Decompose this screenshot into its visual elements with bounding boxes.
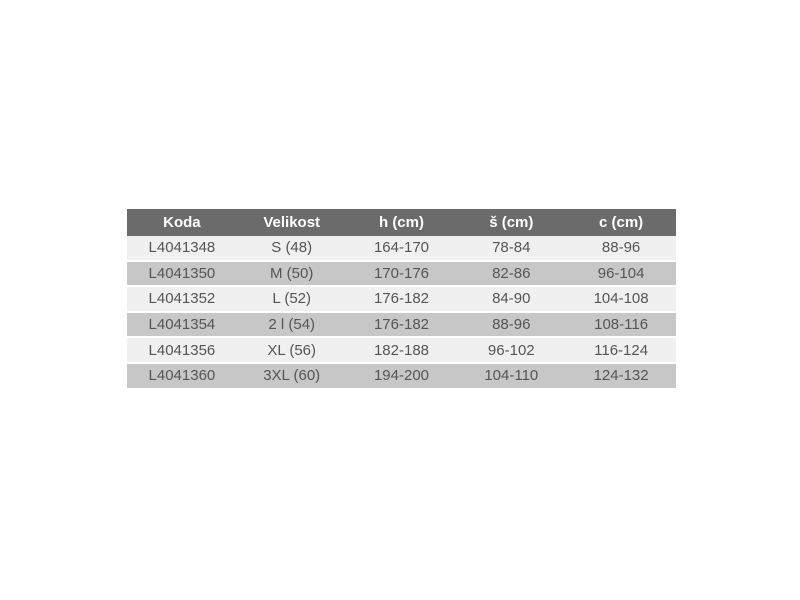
cell-c: 104-108 [566,287,676,313]
cell-s: 78-84 [456,236,566,262]
column-header-s-cm: š (cm) [456,209,566,236]
cell-koda: L4041350 [127,262,237,288]
cell-velikost: L (52) [237,287,347,313]
cell-s: 104-110 [456,364,566,390]
cell-velikost: M (50) [237,262,347,288]
table-row [127,262,676,288]
cell-velikost: XL (56) [237,338,347,364]
cell-h: 194-200 [347,364,457,390]
cell-koda: L4041354 [127,313,237,339]
cell-koda: L4041348 [127,236,237,262]
table-row [127,338,676,364]
table-row [127,364,676,390]
table-row [127,236,676,262]
cell-velikost: S (48) [237,236,347,262]
size-chart-table-container [127,209,676,390]
cell-s: 88-96 [456,313,566,339]
cell-s: 96-102 [456,338,566,364]
cell-h: 170-176 [347,262,457,288]
cell-koda: L4041352 [127,287,237,313]
cell-s: 84-90 [456,287,566,313]
size-chart-table [127,209,676,390]
column-header-h-cm: h (cm) [347,209,457,236]
cell-c: 116-124 [566,338,676,364]
cell-koda: L4041360 [127,364,237,390]
column-header-c-cm: c (cm) [566,209,676,236]
column-header-velikost: Velikost [237,209,347,236]
column-header-koda: Koda [127,209,237,236]
cell-h: 176-182 [347,313,457,339]
cell-c: 108-116 [566,313,676,339]
cell-velikost: 2 l (54) [237,313,347,339]
cell-c: 88-96 [566,236,676,262]
cell-h: 182-188 [347,338,457,364]
table-header-row [127,209,676,236]
table-row [127,313,676,339]
cell-c: 96-104 [566,262,676,288]
cell-koda: L4041356 [127,338,237,364]
cell-c: 124-132 [566,364,676,390]
cell-h: 164-170 [347,236,457,262]
cell-velikost: 3XL (60) [237,364,347,390]
cell-s: 82-86 [456,262,566,288]
table-row [127,287,676,313]
cell-h: 176-182 [347,287,457,313]
